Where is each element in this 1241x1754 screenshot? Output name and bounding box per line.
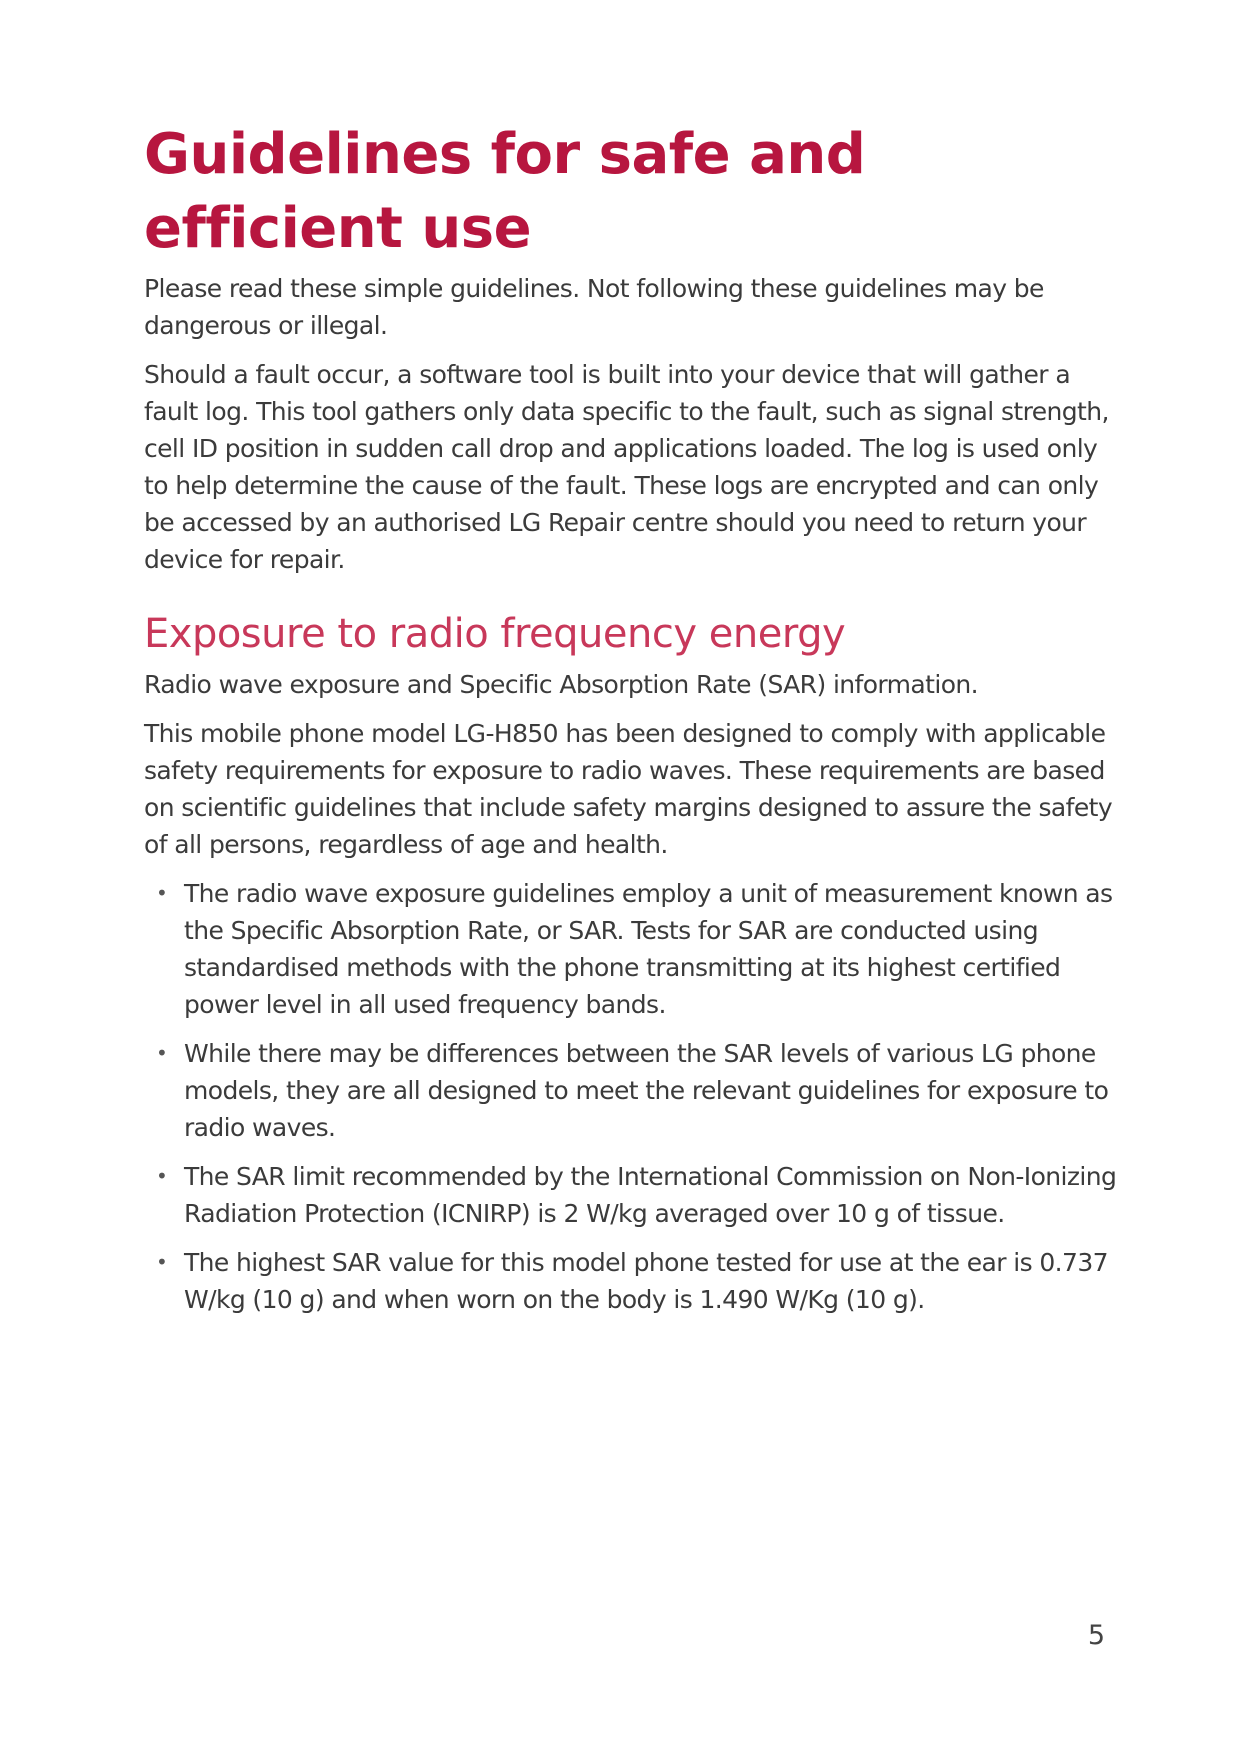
bullet-icon: •	[156, 881, 168, 905]
list-item-text: While there may be differences between the SAR levels of various LG phone models, they are all designed to meet the relevant guidelines for exposure to radio waves.	[184, 1039, 1109, 1142]
list-item	[144, 875, 1119, 1023]
list-item	[144, 1158, 1119, 1232]
intro-paragraph: Please read these simple guidelines. Not following these guidelines may be dangerous or illegal.	[144, 274, 1044, 340]
bullet-icon: •	[156, 1164, 168, 1188]
list-item-text: The radio wave exposure guidelines employ a unit of measurement known as the Specific Absorption Rate, or SAR. Tests for SAR are conducted using standardised methods with the phone transmitting at its highest certified power level in all used frequency bands.	[184, 879, 1113, 1019]
bullet-icon: •	[156, 1250, 168, 1274]
page-number: 5	[1087, 1620, 1105, 1651]
list-item	[144, 1035, 1119, 1146]
list-item-text: The SAR limit recommended by the International Commission on Non-Ionizing Radiation Protection (ICNIRP) is 2 W/kg averaged over 10 g of tissue.	[184, 1162, 1117, 1228]
page-content	[144, 118, 1119, 1330]
list-item	[144, 1244, 1119, 1318]
bullet-icon: •	[156, 1041, 168, 1065]
model-compliance-paragraph: This mobile phone model LG-H850 has been designed to comply with applicable safety requirements for exposure to radio waves. These requirements are based on scientific guidelines that include safety margins designed to assure the safety of all persons, regardless of age and health.	[144, 719, 1113, 859]
fault-log-paragraph: Should a fault occur, a software tool is built into your device that will gather a fault log. This tool gathers only data specific to the fault, such as signal strength, cell ID position in sudden call drop and applications loaded. The log is used only to help determine the cause of the fault. These logs are encrypted and can only be accessed by an authorised LG Repair centre should you need to return your device for repair.	[144, 360, 1109, 574]
list-item-text: The highest SAR value for this model phone tested for use at the ear is 0.737 W/kg (10 g) and when worn on the body is 1.490 W/Kg (10 g).	[184, 1248, 1108, 1314]
sar-bullet-list	[144, 875, 1119, 1318]
sar-intro-paragraph: Radio wave exposure and Specific Absorption Rate (SAR) information.	[144, 670, 978, 699]
page-title: Guidelines for safe and efficient use	[144, 122, 866, 261]
section-title-exposure: Exposure to radio frequency energy	[144, 611, 846, 657]
